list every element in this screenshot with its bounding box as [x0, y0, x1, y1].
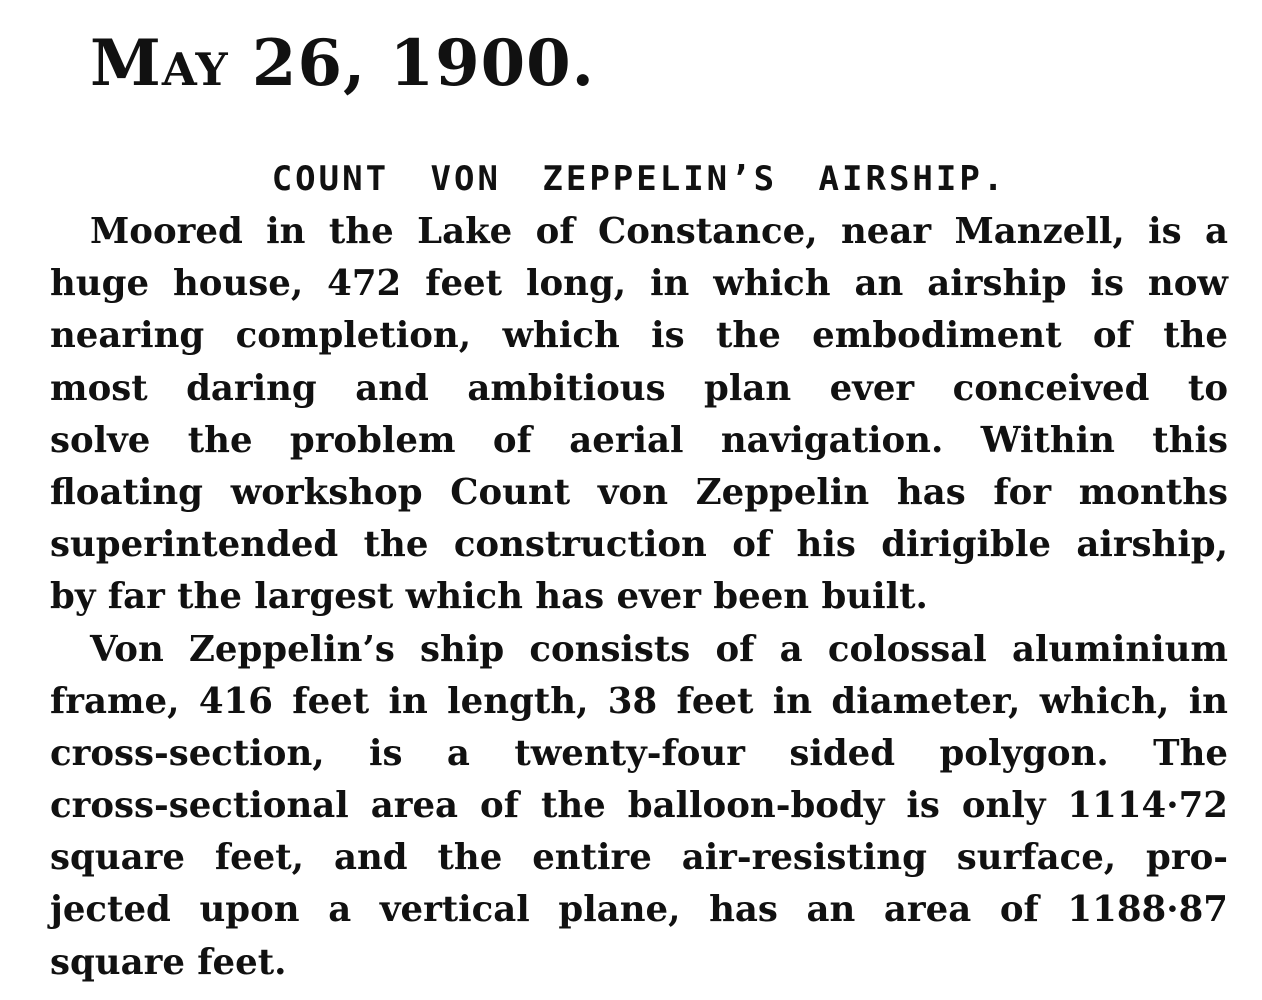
text-line: cross-section, is a twenty-four sided polygon. The: [50, 732, 1228, 774]
text-line: square feet.: [50, 941, 287, 983]
text-line: cross-sectional area of the balloon-body is only 1114·72: [50, 785, 1228, 827]
date-heading: May 26, 1900.: [90, 26, 595, 101]
text-line: superintended the construction of his dirigible airship,: [50, 524, 1228, 566]
article: [50, 152, 1228, 989]
text-line: huge house, 472 feet long, in which an airship is now: [50, 263, 1228, 305]
paragraph-1: [50, 206, 1228, 624]
text-line: floating workshop Count von Zeppelin has for months: [50, 471, 1228, 513]
text-line: jected upon a vertical plane, has an area of 1188·87: [50, 889, 1228, 931]
text-line: Moored in the Lake of Constance, near Manzell, is a: [90, 211, 1228, 252]
text-line: most daring and ambitious plan ever conceived to: [50, 367, 1228, 409]
text-line: solve the problem of aerial navigation. Within this: [50, 419, 1228, 461]
article-title: COUNT VON ZEPPELIN’S AIRSHIP.: [271, 159, 1007, 199]
text-line: Von Zeppelin’s ship consists of a colossal aluminium: [90, 628, 1228, 670]
text-line: by far the largest which has ever been built.: [50, 576, 928, 618]
paragraph-2: [50, 624, 1228, 989]
text-line: frame, 416 feet in length, 38 feet in diameter, which, in: [50, 680, 1228, 722]
text-line: square feet, and the entire air-resisting surface, pro-: [50, 837, 1228, 879]
text-line: nearing completion, which is the embodiment of the: [50, 315, 1228, 357]
